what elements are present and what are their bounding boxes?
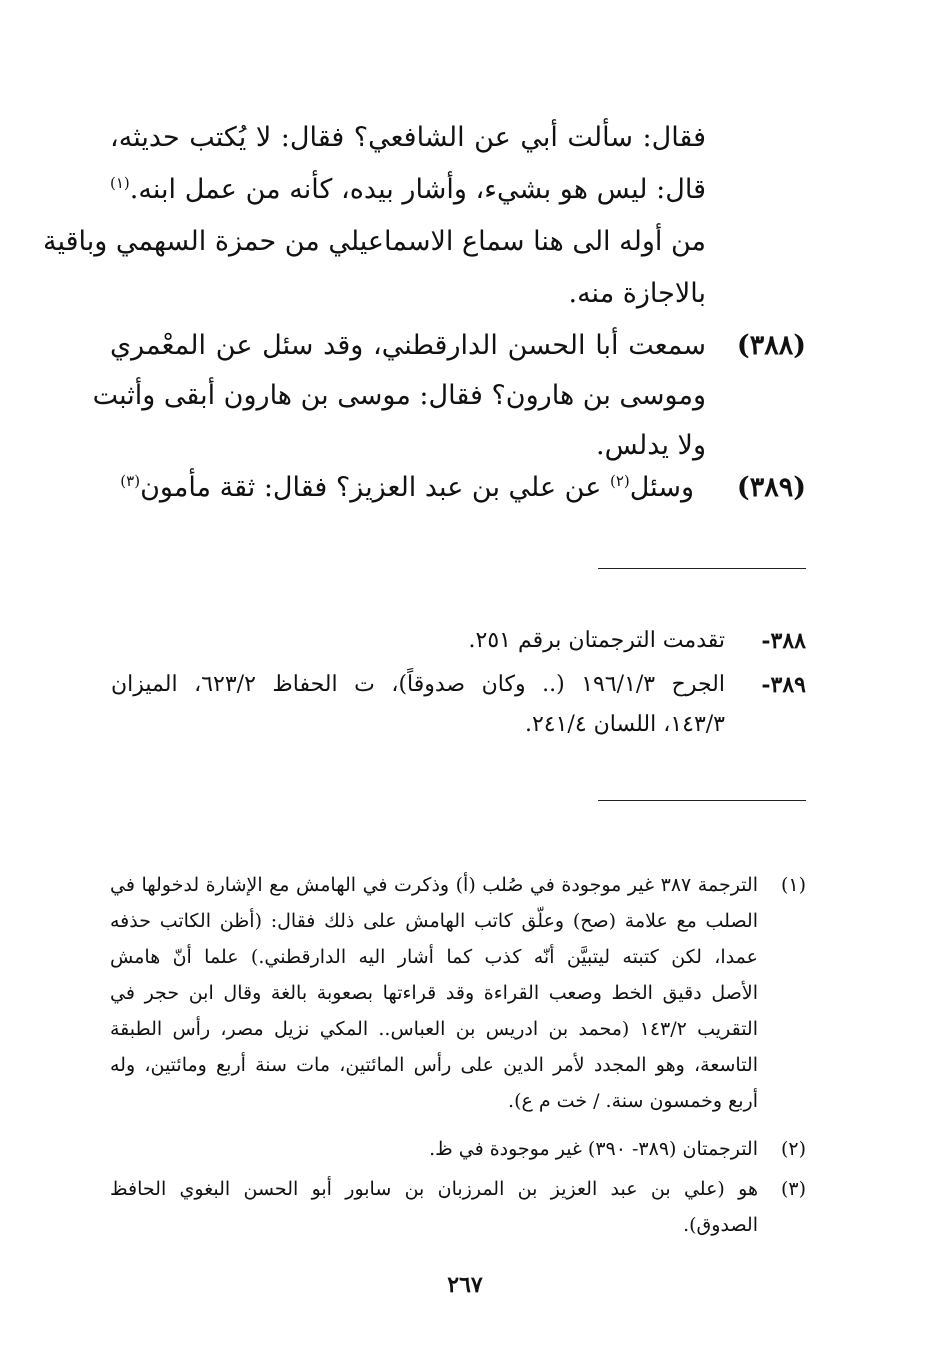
- main-line: وسئل$^{(٢)}$ عن علي بن عبد العزيز؟ فقال: ثقة مأمون$^{(٣)}$: [120, 472, 694, 503]
- divider-rule: [598, 800, 806, 801]
- footnote-line: الترجمتان (٣٨٩- ٣٩٠) غير موجودة في ظ.: [429, 1138, 758, 1160]
- entry-number-388: (٣٨٨): [736, 330, 806, 361]
- divider-rule: [598, 568, 806, 569]
- apparatus-line: الجرح ١٩٦/١/٣ (.. وكان صدوقاً)، ت الحفاظ ٦٢٣/٢، الميزان: [111, 672, 725, 697]
- footnote-marker: (١): [110, 174, 130, 192]
- main-line: من أوله الى هنا سماع الاسماعيلي من حمزة السهمي وباقية: [42, 226, 706, 257]
- apparatus-line: ١٤٣/٣، اللسان ٢٤١/٤.: [524, 712, 725, 737]
- footnote-line: أربع وخمسون سنة. / خت م ع).: [508, 1090, 758, 1112]
- footnote-line: التقريب ١٤٣/٢ (محمد بن ادريس بن العباس.. المكي نزيل مصر، رأس الطبقة: [110, 1018, 758, 1040]
- main-line: ولا يدلس.: [596, 430, 706, 461]
- main-line: فقال: سألت أبي عن الشافعي؟ فقال: لا يُكتب حديثه،: [110, 122, 706, 153]
- footnote-number: (٢): [780, 1138, 806, 1160]
- main-line: بالاجازة منه.: [568, 278, 706, 309]
- footnote-line: الترجمة ٣٨٧ غير موجودة في صُلب (أ) وذكرت في الهامش مع الإشارة لدخولها في: [110, 874, 758, 896]
- footnote-marker: (٢): [609, 472, 630, 490]
- footnote-line: الصلب مع علامة (صح) وعلّق كاتب الهامش على ذلك فقال: (أظن الكاتب حذفه: [110, 910, 758, 932]
- footnote-line: الصدوق).: [683, 1214, 758, 1236]
- footnote-number: (٣): [780, 1178, 806, 1200]
- main-line: سمعت أبا الحسن الدارقطني، وقد سئل عن المعْمري: [110, 330, 706, 361]
- footnote-line: هو (علي بن عبد العزيز بن المرزبان بن سابور أبو الحسن البغوي الحافظ: [110, 1178, 758, 1200]
- main-line: قال: ليس هو بشيء، وأشار بيده، كأنه من عمل ابنه.$^{(١)}$: [110, 174, 706, 205]
- main-line: وموسى بن هارون؟ فقال: موسى بن هارون أبقى وأثبت: [92, 380, 706, 411]
- footnote-marker: (٣): [120, 472, 141, 490]
- apparatus-number: ٣٨٩-: [761, 672, 806, 698]
- footnote-line: عمدا، لكن كتبته ليتبيَّن أنّه كذب كما أشار اليه الدارقطني.) علما أنّ هامش: [110, 946, 758, 968]
- footnote-line: الأصل دقيق الخط وصعب القراءة وقد قراءتها بصعوبة بالغة وقال ابن حجر في: [110, 982, 758, 1004]
- footnote-number: (١): [780, 874, 806, 896]
- entry-number-389: (٣٨٩): [736, 472, 806, 503]
- page-number: ٢٦٧: [447, 1272, 483, 1298]
- footnote-line: التاسعة، وهو المجدد لأمر الدين على رأس المائتين، مات سنة أربع ومائتين، وله: [110, 1054, 758, 1076]
- apparatus-line: تقدمت الترجمتان برقم ٢٥١.: [468, 628, 725, 653]
- apparatus-number: ٣٨٨-: [761, 628, 806, 654]
